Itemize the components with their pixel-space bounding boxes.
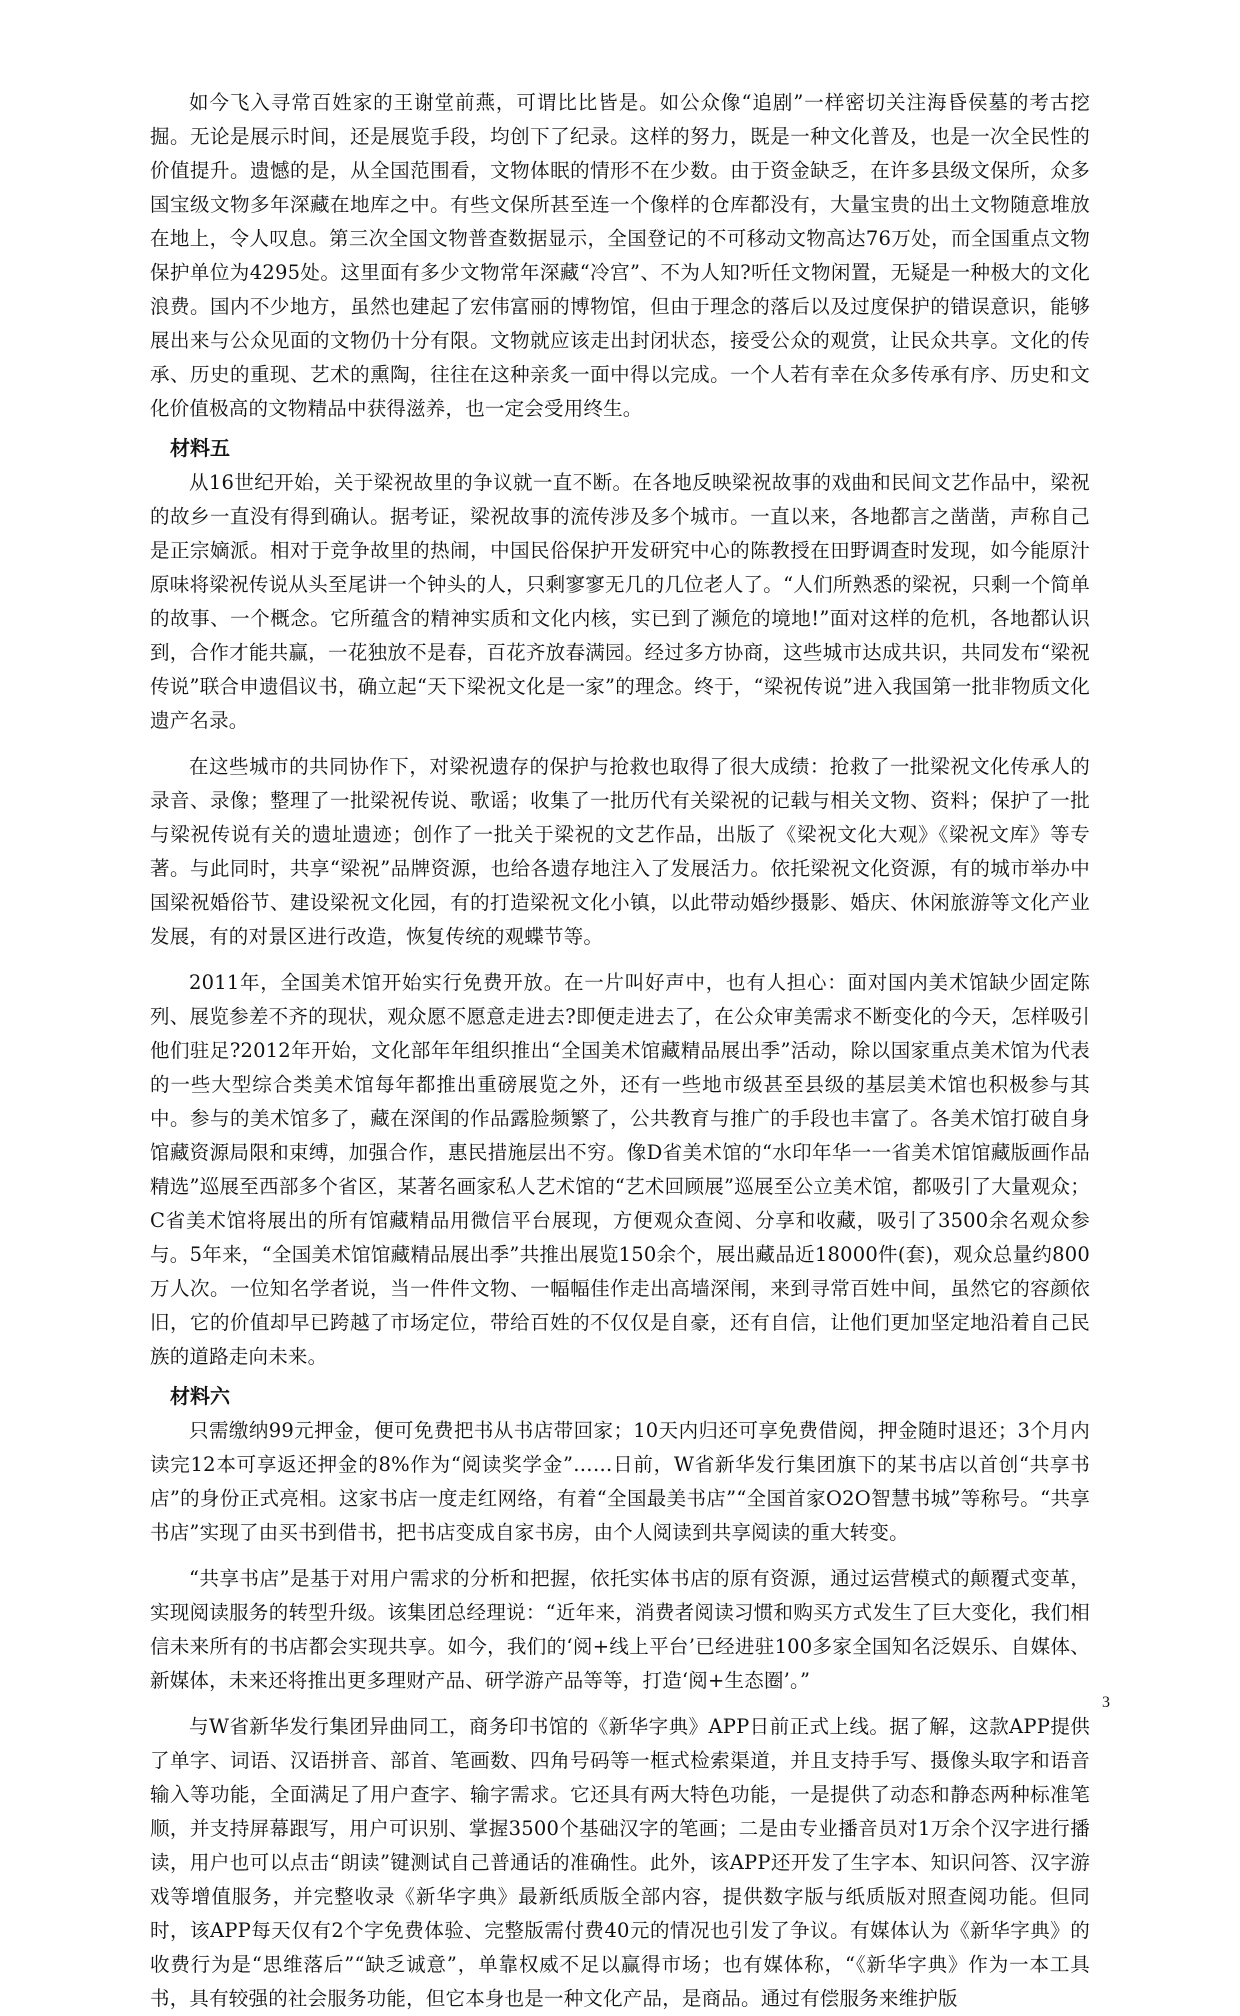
material5-paragraph-3: 2011年，全国美术馆开始实行免费开放。在一片叫好声中，也有人担心：面对国内美术馆缺少固定陈列、展览参差不齐的现状，观众愿不愿意走进去?即便走进去了，在公众审美需求不断变化的今天，怎样吸引他们驻足?2012年开始，文化部年年组织推出“全国美术馆藏精品展出季”活动，除以国家重点美术馆为代表的一些大型综合类美术馆每年都推出重磅展览之外，还有一些地市级甚至县级的基层美术馆也积极参与其中。参与的美术馆多了，藏在深闺的作品露脸频繁了，公共教育与推广的手段也丰富了。各美术馆打破自身馆藏资源局限和束缚，加强合作，惠民措施层出不穷。像D省美术馆的“水印年华一一省美术馆馆藏版画作品精选”巡展至西部多个省区，某著名画家私人艺术馆的“艺术回顾展”巡展至公立美术馆，都吸引了大量观众；C省美术馆将展出的所有馆藏精品用微信平台展现，方便观众查阅、分享和收藏，吸引了3500余名观众参与。5年来，“全国美术馆馆藏精品展出季”共推出展览150余个，展出藏品近18000件(套)，观众总量约800万人次。一位知名学者说，当一件件文物、一幅幅佳作走出高墙深闱，来到寻常百姓中间，虽然它的容颜依旧，它的价值却早已跨越了市场定位，带给百姓的不仅仅是自豪，还有自信，让他们更加坚定地沿着自己民族的道路走向未来。 (150, 971, 1090, 1368)
material5-heading: 材料五 (170, 436, 230, 460)
document-body (150, 86, 1090, 2016)
material6-heading: 材料六 (170, 1384, 230, 1408)
material6-paragraph-3: 与W省新华发行集团异曲同工，商务印书馆的《新华字典》APP日前正式上线。据了解，这款APP提供了单字、词语、汉语拼音、部首、笔画数、四角号码等一框式检索渠道，并且支持手写、摄像头取字和语音输入等功能，全面满足了用户查字、输字需求。它还具有两大特色功能，一是提供了动态和静态两种标准笔顺，并支持屏幕跟写，用户可识别、掌握3500个基础汉字的笔画；二是由专业播音员对1万余个汉字进行播读，用户也可以点击“朗读”键测试自己普通话的准确性。此外，该APP还开发了生字本、知识问答、汉字游戏等增值服务，并完整收录《新华字典》最新纸质版全部内容，提供数字版与纸质版对照查阅功能。但同时，该APP每天仅有2个字免费体验、完整版需付费40元的情况也引发了争议。有媒体认为《新华字典》的收费行为是“思维落后”“缺乏诚意”，单靠权威不足以赢得市场；也有媒体称，“《新华字典》作为一本工具书，具有较强的社会服务功能，但它本身也是一种文化产品，是商品。通过有偿服务来维护版 (150, 1715, 1090, 2010)
material5-paragraph-1: 从16世纪开始，关于梁祝故里的争议就一直不断。在各地反映梁祝故事的戏曲和民间文艺作品中，梁祝的故乡一直没有得到确认。据考证，梁祝故事的流传涉及多个城市。一直以来，各地都言之凿凿，声称自己是正宗嫡派。相对于竞争故里的热闹，中国民俗保护开发研究中心的陈教授在田野调查时发现，如今能原汁原味将梁祝传说从头至尾讲一个钟头的人，只剩寥寥无几的几位老人了。“人们所熟悉的梁祝，只剩一个简单的故事、一个概念。它所蕴含的精神实质和文化内核，实已到了濒危的境地!”面对这样的危机，各地都认识到，合作才能共赢，一花独放不是春，百花齐放春满园。经过多方协商，这些城市达成共识，共同发布“梁祝传说”联合申遗倡议书，确立起“天下梁祝文化是一家”的理念。终于，“梁祝传说”进入我国第一批非物质文化遗产名录。 (150, 471, 1090, 732)
material6-paragraph-1: 只需缴纳99元押金，便可免费把书从书店带回家；10天内归还可享免费借阅，押金随时退还；3个月内读完12本可享返还押金的8%作为“阅读奖学金”……日前，W省新华发行集团旗下的某书店以首创“共享书店”的身份正式亮相。这家书店一度走红网络，有着“全国最美书店”“全国首家O2O智慧书城”等称号。“共享书店”实现了由买书到借书，把书店变成自家书房，由个人阅读到共享阅读的重大转变。 (150, 1419, 1090, 1544)
material5-paragraph-2: 在这些城市的共同协作下，对梁祝遗存的保护与抢救也取得了很大成绩：抢救了一批梁祝文化传承人的录音、录像；整理了一批梁祝传说、歌谣；收集了一批历代有关梁祝的记载与相关文物、资料；保护了一批与梁祝传说有关的遗址遗迹；创作了一批关于梁祝的文艺作品，出版了《梁祝文化大观》《梁祝文库》等专著。与此同时，共享“梁祝”品牌资源，也给各遗存地注入了发展活力。依托梁祝文化资源，有的城市举办中国梁祝婚俗节、建设梁祝文化园，有的打造梁祝文化小镇，以此带动婚纱摄影、婚庆、休闲旅游等文化产业发展，有的对景区进行改造，恢复传统的观蝶节等。 (150, 755, 1090, 948)
page-number: 3 (1102, 1694, 1110, 1711)
material4-paragraph-1: 如今飞入寻常百姓家的王谢堂前燕，可谓比比皆是。如公众像“追剧”一样密切关注海昏侯墓的考古挖掘。无论是展示时间，还是展览手段，均创下了纪录。这样的努力，既是一种文化普及，也是一次全民性的价值提升。遗憾的是，从全国范围看，文物体眠的情形不在少数。由于资金缺乏，在许多县级文保所，众多国宝级文物多年深藏在地库之中。有些文保所甚至连一个像样的仓库都没有，大量宝贵的出土文物随意堆放在地上，令人叹息。第三次全国文物普查数据显示，全国登记的不可移动文物高达76万处，而全国重点文物保护单位为4295处。这里面有多少文物常年深藏“冷宫”、不为人知?听任文物闲置，无疑是一种极大的文化浪费。国内不少地方，虽然也建起了宏伟富丽的博物馆，但由于理念的落后以及过度保护的错误意识，能够展出来与公众见面的文物仍十分有限。文物就应该走出封闭状态，接受公众的观赏，让民众共享。文化的传承、历史的重现、艺术的熏陶，往往在这种亲炙一面中得以完成。一个人若有幸在众多传承有序、历史和文化价值极高的文物精品中获得滋养，也一定会受用终生。 (150, 91, 1090, 420)
material6-paragraph-2: “共享书店”是基于对用户需求的分析和把握，依托实体书店的原有资源，通过运营模式的颠覆式变革，实现阅读服务的转型升级。该集团总经理说：“近年来，消费者阅读习惯和购买方式发生了巨大变化，我们相信未来所有的书店都会实现共享。如今，我们的‘阅+线上平台’已经进驻100多家全国知名泛娱乐、自媒体、新媒体，未来还将推出更多理财产品、研学游产品等等，打造‘阅+生态圈’。” (150, 1567, 1090, 1692)
